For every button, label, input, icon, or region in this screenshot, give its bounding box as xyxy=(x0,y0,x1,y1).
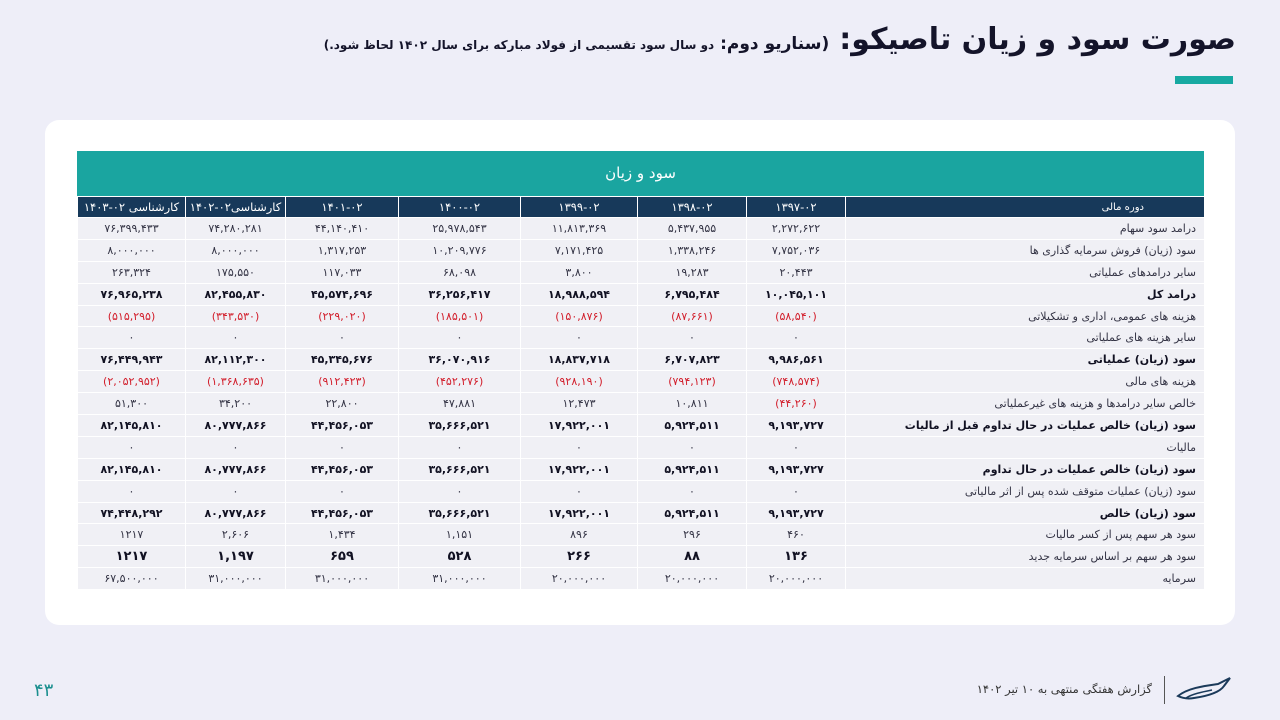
data-table xyxy=(77,196,1205,590)
row-value: (۹۲۸,۱۹۰) xyxy=(521,371,638,393)
row-value: ۳۱,۰۰۰,۰۰۰ xyxy=(399,568,521,590)
row-label: خالص سایر درامدها و هزینه های غیرعملیاتی xyxy=(846,393,1205,415)
row-value: ۱۱۷,۰۳۳ xyxy=(286,261,399,283)
row-value: ۳۶,۲۵۶,۴۱۷ xyxy=(399,283,521,305)
income-statement-table xyxy=(77,151,1204,590)
row-value: ۹,۱۹۳,۷۲۷ xyxy=(747,502,846,524)
row-value: ۲۲,۸۰۰ xyxy=(286,393,399,415)
row-value: ۸۲,۱۴۵,۸۱۰ xyxy=(78,415,186,437)
row-value: ۳۵,۶۶۶,۵۲۱ xyxy=(399,415,521,437)
row-value: ۱۷,۹۲۲,۰۰۱ xyxy=(521,415,638,437)
row-label: سود (زیان) خالص xyxy=(846,502,1205,524)
row-label: درامد کل xyxy=(846,283,1205,305)
row-value: ۸۸ xyxy=(638,546,747,568)
row-value: ۲۶۶ xyxy=(521,546,638,568)
row-value: ۴۵,۳۴۵,۶۷۶ xyxy=(286,349,399,371)
row-value: ۲۰,۰۰۰,۰۰۰ xyxy=(747,568,846,590)
row-value: (۱,۳۶۸,۶۳۵) xyxy=(186,371,286,393)
row-value: ۳۱,۰۰۰,۰۰۰ xyxy=(186,568,286,590)
row-value: (۹۱۲,۴۲۳) xyxy=(286,371,399,393)
row-value: ۱۷۵,۵۵۰ xyxy=(186,261,286,283)
row-value: ۱,۴۳۴ xyxy=(286,524,399,546)
table-body xyxy=(78,218,1205,590)
row-value: (۲,۰۵۲,۹۵۲) xyxy=(78,371,186,393)
row-label: سود (زیان) عملیات متوقف شده پس از اثر مالیاتی xyxy=(846,480,1205,502)
row-value: ۲,۶۰۶ xyxy=(186,524,286,546)
row-label: سود (زیان) خالص عملیات در حال تداوم xyxy=(846,458,1205,480)
row-value: ۰ xyxy=(78,327,186,349)
row-value: ۱۸,۸۳۷,۷۱۸ xyxy=(521,349,638,371)
row-label: سود هر سهم پس از کسر مالیات xyxy=(846,524,1205,546)
row-value: ۰ xyxy=(747,436,846,458)
row-value: ۰ xyxy=(186,327,286,349)
table-row xyxy=(78,218,1205,240)
row-value: ۴۴,۴۵۶,۰۵۳ xyxy=(286,415,399,437)
report-caption: گزارش هفتگی منتهی به ۱۰ تیر ۱۴۰۲ xyxy=(976,682,1152,696)
page-subtitle xyxy=(324,34,830,54)
row-value: ۳۴,۲۰۰ xyxy=(186,393,286,415)
row-value: ۸۲,۴۵۵,۸۳۰ xyxy=(186,283,286,305)
table-row xyxy=(78,502,1205,524)
row-value: ۱۲۱۷ xyxy=(78,546,186,568)
row-value: (۱۵۰,۸۷۶) xyxy=(521,305,638,327)
page-title: صورت سود و زیان تاصیکو: xyxy=(839,22,1236,57)
table-row xyxy=(78,458,1205,480)
row-value: ۱,۳۱۷,۲۵۳ xyxy=(286,239,399,261)
row-value: ۰ xyxy=(286,480,399,502)
table-row xyxy=(78,349,1205,371)
row-value: ۶,۷۰۷,۸۲۳ xyxy=(638,349,747,371)
row-value: ۰ xyxy=(399,327,521,349)
row-value: ۰ xyxy=(521,436,638,458)
table-row xyxy=(78,546,1205,568)
row-value: ۳,۸۰۰ xyxy=(521,261,638,283)
row-label: سود (زیان) فروش سرمایه گذاری ها xyxy=(846,239,1205,261)
scenario-label: (سناریو دوم: xyxy=(720,34,830,54)
row-value: (۱۸۵,۵۰۱) xyxy=(399,305,521,327)
title-underline xyxy=(1175,76,1233,84)
table-row xyxy=(78,415,1205,437)
row-value: ۴۷,۸۸۱ xyxy=(399,393,521,415)
row-value: ۳۶,۰۷۰,۹۱۶ xyxy=(399,349,521,371)
row-value: ۵,۹۲۴,۵۱۱ xyxy=(638,415,747,437)
header-period-6: کارشناسی۰۲-۱۴۰۲ xyxy=(186,197,286,218)
row-value: ۰ xyxy=(286,327,399,349)
row-value: ۴۵,۵۷۴,۶۹۶ xyxy=(286,283,399,305)
table-row xyxy=(78,436,1205,458)
table-row xyxy=(78,261,1205,283)
row-value: ۶,۷۹۵,۴۸۴ xyxy=(638,283,747,305)
row-value: ۲۰,۰۰۰,۰۰۰ xyxy=(521,568,638,590)
row-value: (۵۸,۵۴۰) xyxy=(747,305,846,327)
row-value: ۰ xyxy=(399,436,521,458)
row-value: (۷۴۸,۵۷۴) xyxy=(747,371,846,393)
table-banner: سود و زیان xyxy=(77,151,1204,196)
table-row xyxy=(78,305,1205,327)
row-value: ۹,۱۹۳,۷۲۷ xyxy=(747,458,846,480)
header-period-5: ۱۴۰۱-۰۲ xyxy=(286,197,399,218)
table-row xyxy=(78,568,1205,590)
scenario-detail: دو سال سود تقسیمی از فولاد مبارکه برای سال ۱۴۰۲ لحاظ شود.) xyxy=(323,38,715,52)
row-value: ۱۲,۴۷۳ xyxy=(521,393,638,415)
table-row xyxy=(78,371,1205,393)
table-row xyxy=(78,327,1205,349)
row-value: ۰ xyxy=(186,436,286,458)
row-label: سرمایه xyxy=(846,568,1205,590)
row-value: ۸۲,۱۱۲,۳۰۰ xyxy=(186,349,286,371)
row-value: ۱,۳۳۸,۲۴۶ xyxy=(638,239,747,261)
row-value: (۵۱۵,۲۹۵) xyxy=(78,305,186,327)
row-value: ۵,۹۲۴,۵۱۱ xyxy=(638,502,747,524)
row-value: ۰ xyxy=(638,436,747,458)
row-value: ۲۶۳,۳۲۴ xyxy=(78,261,186,283)
row-value: (۴۴,۲۶۰) xyxy=(747,393,846,415)
row-value: ۱,۱۹۷ xyxy=(186,546,286,568)
table-row xyxy=(78,524,1205,546)
row-value: ۱۷,۹۲۲,۰۰۱ xyxy=(521,458,638,480)
row-label: درامد سود سهام xyxy=(846,218,1205,240)
row-value: ۲۰,۴۴۳ xyxy=(747,261,846,283)
row-value: ۰ xyxy=(638,327,747,349)
row-value: ۰ xyxy=(399,480,521,502)
table-card xyxy=(45,120,1235,625)
row-value: ۸۰,۷۷۷,۸۶۶ xyxy=(186,458,286,480)
header-period-1: ۱۳۹۷-۰۲ xyxy=(747,197,846,218)
table-row xyxy=(78,283,1205,305)
row-value: ۸,۰۰۰,۰۰۰ xyxy=(78,239,186,261)
row-label: سود (زیان) خالص عملیات در حال تداوم قبل از مالیات xyxy=(846,415,1205,437)
row-value: ۱۳۶ xyxy=(747,546,846,568)
row-value: ۱۷,۹۲۲,۰۰۱ xyxy=(521,502,638,524)
row-value: ۷۴,۲۸۰,۲۸۱ xyxy=(186,218,286,240)
row-value: (۷۹۴,۱۲۳) xyxy=(638,371,747,393)
row-value: ۱۱,۸۱۳,۳۶۹ xyxy=(521,218,638,240)
header-period-3: ۱۳۹۹-۰۲ xyxy=(521,197,638,218)
row-value: ۸۰,۷۷۷,۸۶۶ xyxy=(186,502,286,524)
row-label: هزینه های عمومی، اداری و تشکیلاتی xyxy=(846,305,1205,327)
row-value: ۹,۹۸۶,۵۶۱ xyxy=(747,349,846,371)
table-row xyxy=(78,393,1205,415)
row-value: ۲,۲۷۲,۶۲۲ xyxy=(747,218,846,240)
row-value: ۲۰,۰۰۰,۰۰۰ xyxy=(638,568,747,590)
row-value: ۹,۱۹۳,۷۲۷ xyxy=(747,415,846,437)
row-value: ۱۰,۲۰۹,۷۷۶ xyxy=(399,239,521,261)
row-value: ۷۴,۴۴۸,۲۹۲ xyxy=(78,502,186,524)
row-value: ۵,۴۳۷,۹۵۵ xyxy=(638,218,747,240)
row-value: ۵۱,۳۰۰ xyxy=(78,393,186,415)
row-value: ۵,۹۲۴,۵۱۱ xyxy=(638,458,747,480)
row-value: ۴۴,۱۴۰,۴۱۰ xyxy=(286,218,399,240)
row-value: ۰ xyxy=(78,436,186,458)
row-value: ۳۱,۰۰۰,۰۰۰ xyxy=(286,568,399,590)
page-header xyxy=(324,22,1236,57)
row-value: ۰ xyxy=(521,327,638,349)
row-label: سود هر سهم بر اساس سرمایه جدید xyxy=(846,546,1205,568)
row-label: سایر هزینه های عملیاتی xyxy=(846,327,1205,349)
row-value: (۴۵۲,۲۷۶) xyxy=(399,371,521,393)
row-label: هزینه های مالی xyxy=(846,371,1205,393)
row-label: سایر درامدهای عملیاتی xyxy=(846,261,1205,283)
header-period-4: ۱۴۰۰-۰۲ xyxy=(399,197,521,218)
row-value: ۱۰,۸۱۱ xyxy=(638,393,747,415)
row-value: (۲۲۹,۰۲۰) xyxy=(286,305,399,327)
header-period-7: کارشناسی ۰۲-۱۴۰۳ xyxy=(78,197,186,218)
row-value: ۴۴,۴۵۶,۰۵۳ xyxy=(286,458,399,480)
row-value: ۷۶,۹۶۵,۲۳۸ xyxy=(78,283,186,305)
row-value: ۱۲۱۷ xyxy=(78,524,186,546)
table-row xyxy=(78,480,1205,502)
row-value: ۷۶,۳۹۹,۴۳۳ xyxy=(78,218,186,240)
row-label: مالیات xyxy=(846,436,1205,458)
row-value: ۱,۱۵۱ xyxy=(399,524,521,546)
row-value: ۸۲,۱۴۵,۸۱۰ xyxy=(78,458,186,480)
row-value: ۶۸,۰۹۸ xyxy=(399,261,521,283)
row-value: ۰ xyxy=(747,480,846,502)
row-value: ۶۷,۵۰۰,۰۰۰ xyxy=(78,568,186,590)
row-value: ۴۶۰ xyxy=(747,524,846,546)
header-period-2: ۱۳۹۸-۰۲ xyxy=(638,197,747,218)
row-value: ۰ xyxy=(521,480,638,502)
row-value: ۵۲۸ xyxy=(399,546,521,568)
row-value: ۴۴,۴۵۶,۰۵۳ xyxy=(286,502,399,524)
row-value: ۱۰,۰۴۵,۱۰۱ xyxy=(747,283,846,305)
row-value: ۰ xyxy=(78,480,186,502)
row-value: ۱۸,۹۸۸,۵۹۴ xyxy=(521,283,638,305)
row-value: (۳۴۳,۵۳۰) xyxy=(186,305,286,327)
row-value: ۳۵,۶۶۶,۵۲۱ xyxy=(399,458,521,480)
header-period-label: دوره مالی xyxy=(846,197,1205,218)
row-value: ۲۹۶ xyxy=(638,524,747,546)
page-number: ۴۳ xyxy=(34,680,54,701)
row-value: ۰ xyxy=(186,480,286,502)
row-value: ۲۵,۹۷۸,۵۴۳ xyxy=(399,218,521,240)
row-value: ۶۵۹ xyxy=(286,546,399,568)
row-value: ۳۵,۶۶۶,۵۲۱ xyxy=(399,502,521,524)
row-value: (۸۷,۶۶۱) xyxy=(638,305,747,327)
row-value: ۰ xyxy=(638,480,747,502)
bird-logo-icon xyxy=(1174,674,1234,710)
row-value: ۸۹۶ xyxy=(521,524,638,546)
row-value: ۸۰,۷۷۷,۸۶۶ xyxy=(186,415,286,437)
table-header-row xyxy=(78,197,1205,218)
row-value: ۷,۱۷۱,۴۲۵ xyxy=(521,239,638,261)
row-value: ۷۶,۴۴۹,۹۴۳ xyxy=(78,349,186,371)
row-value: ۸,۰۰۰,۰۰۰ xyxy=(186,239,286,261)
footer-divider xyxy=(1164,676,1165,704)
row-value: ۷,۷۵۲,۰۳۶ xyxy=(747,239,846,261)
row-value: ۱۹,۲۸۳ xyxy=(638,261,747,283)
table-row xyxy=(78,239,1205,261)
row-value: ۰ xyxy=(747,327,846,349)
row-value: ۰ xyxy=(286,436,399,458)
row-label: سود (زیان) عملیاتی xyxy=(846,349,1205,371)
